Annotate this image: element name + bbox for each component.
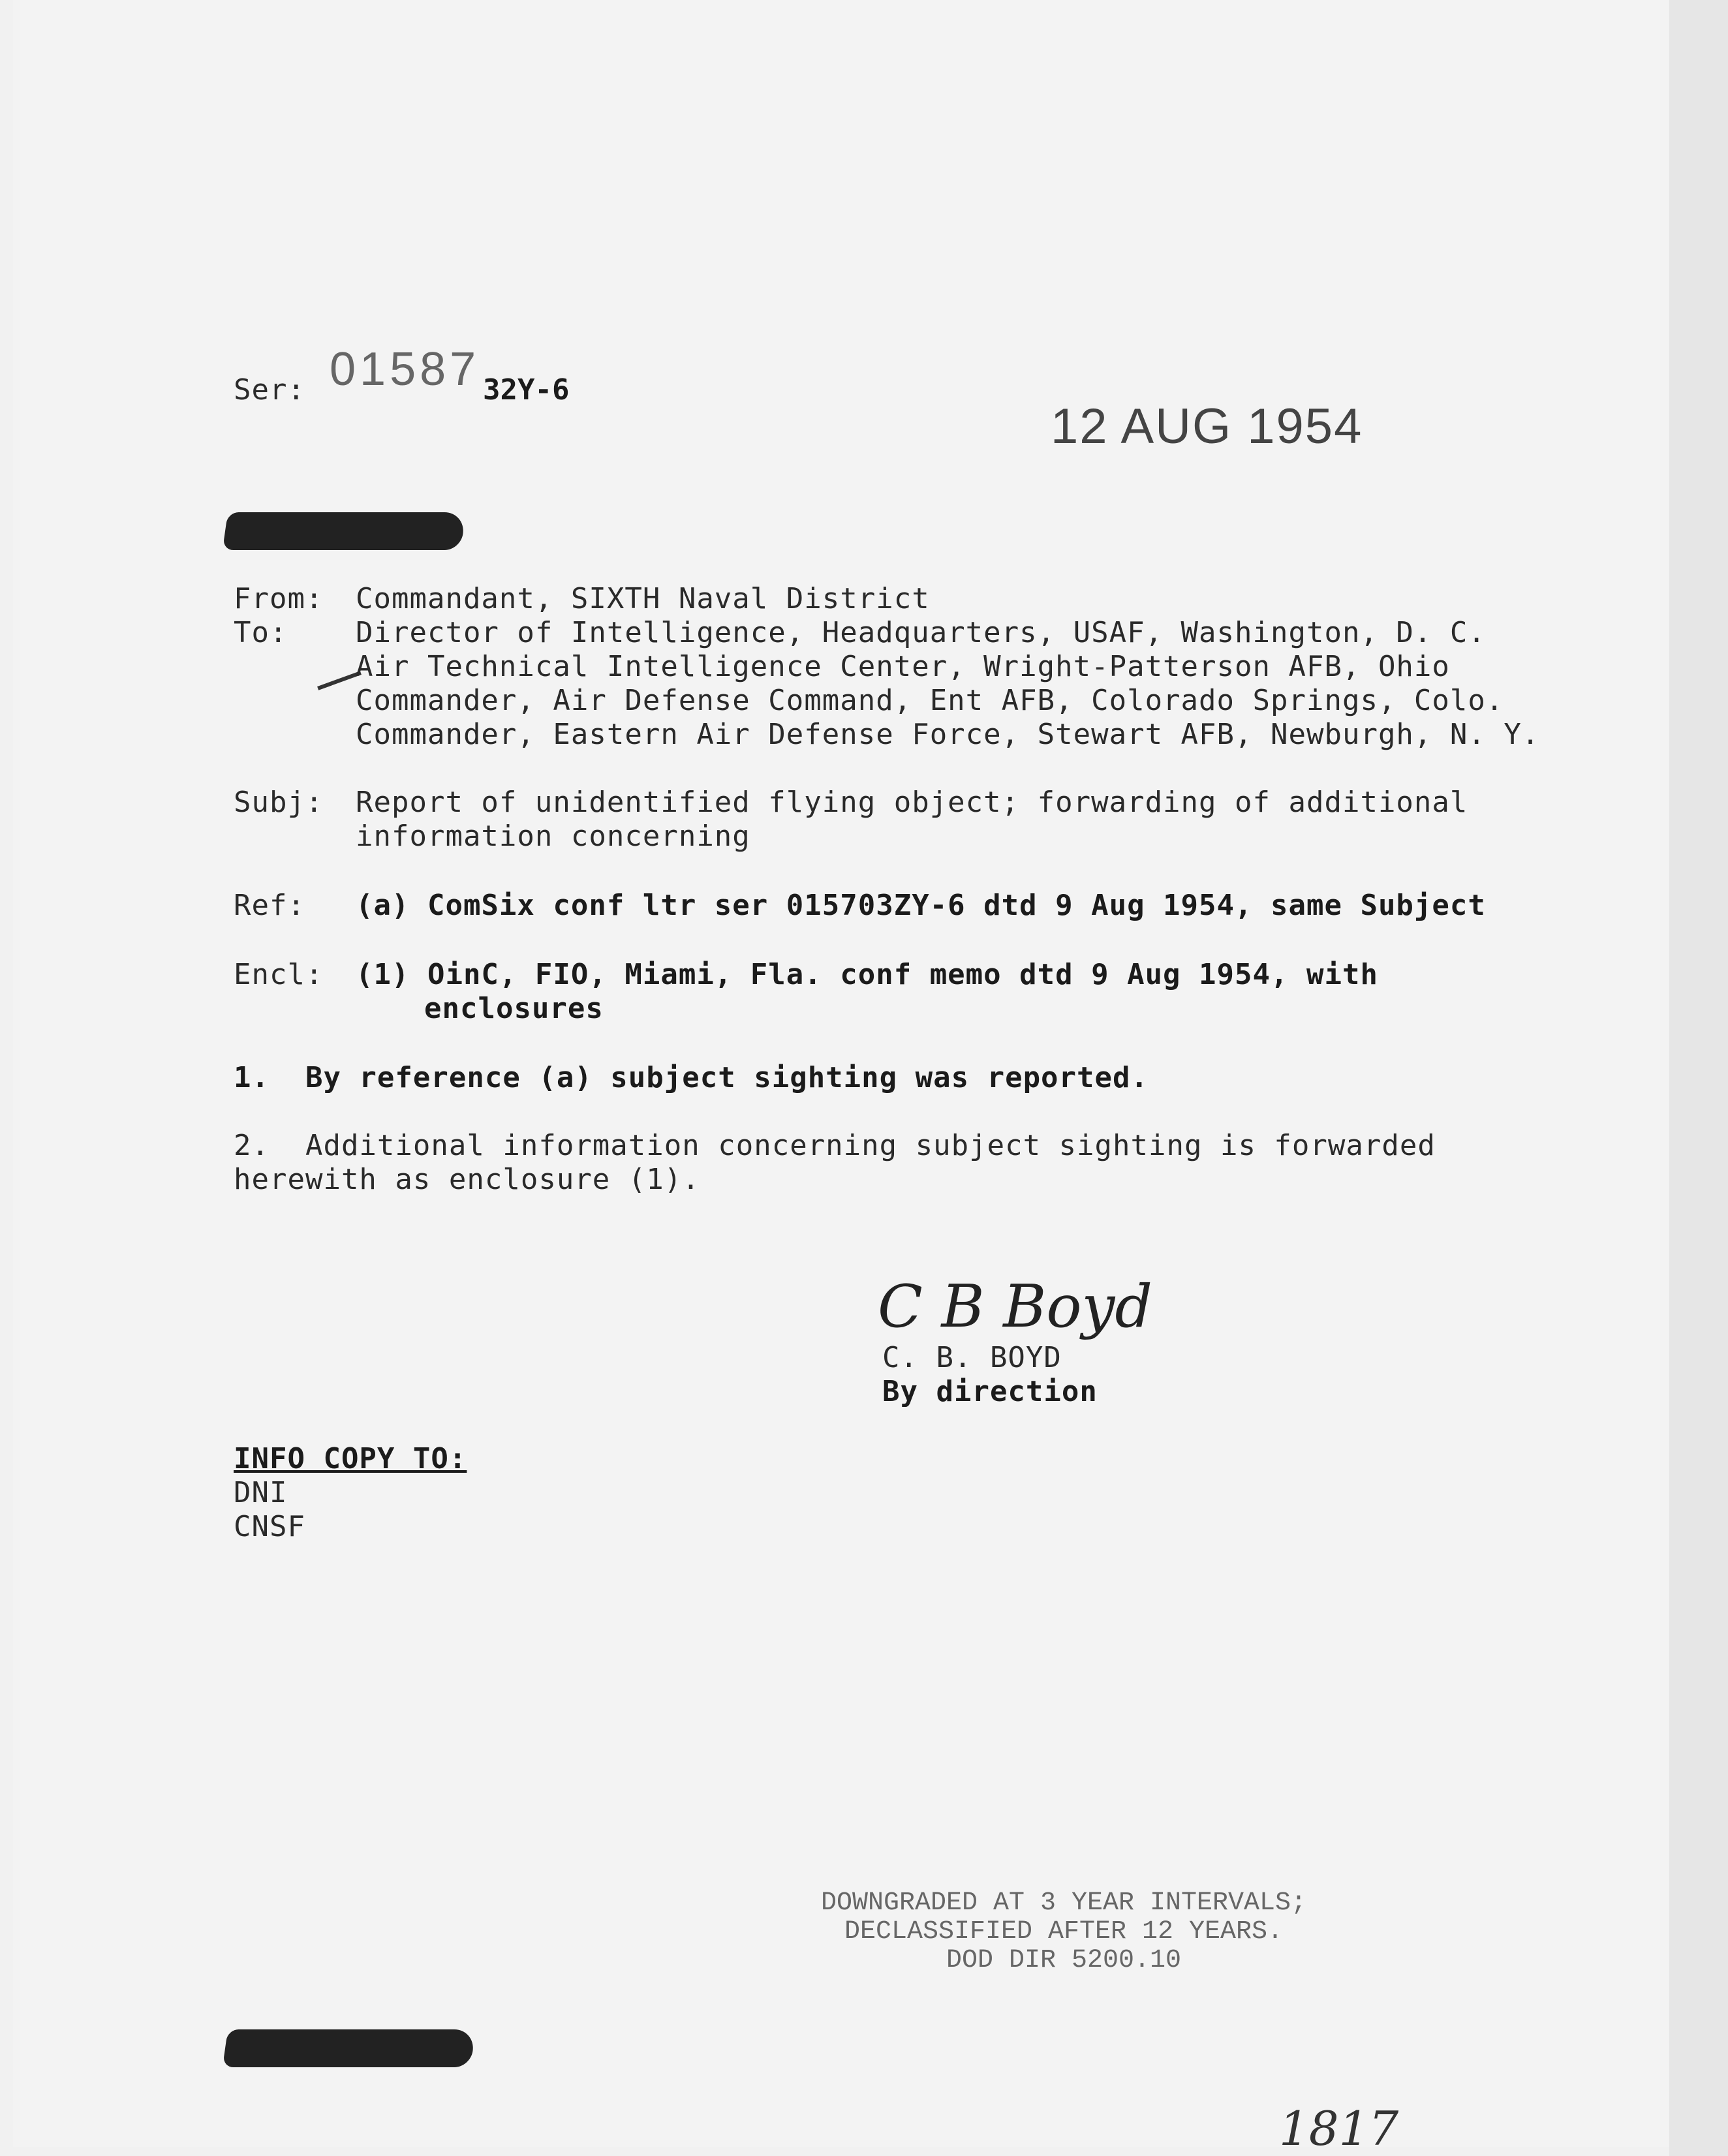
downgrade-line: DOWNGRADED AT 3 YEAR INTERVALS; <box>820 1888 1307 1918</box>
enclosure-line: enclosures <box>424 992 604 1025</box>
downgrade-line: DECLASSIFIED AFTER 12 YEARS. <box>844 1917 1284 1947</box>
reference-text: (a) ComSix conf ltr ser 015703ZY-6 dtd 9 Aug 1954, same Subject <box>356 889 1486 922</box>
subject-line: information concerning <box>356 820 750 853</box>
enclosure-label: Encl: <box>234 958 324 991</box>
handwritten-signature: C B Boyd <box>878 1272 1152 1341</box>
handwritten-file-number: 1817 <box>1279 2101 1399 2156</box>
ser-suffix: 32Y-6 <box>483 373 570 407</box>
subject-label: Subj: <box>234 786 324 819</box>
downgrade-stamp <box>711 1889 1416 1975</box>
paragraph-2-line: herewith as enclosure (1). <box>234 1163 700 1196</box>
reference-label: Ref: <box>234 889 305 922</box>
from-label: From: <box>234 582 324 615</box>
to-addressee: Commander, Eastern Air Defense Force, Stewart AFB, Newburgh, N. Y. <box>356 718 1540 751</box>
paragraph-2-line: 2. Additional information concerning subject sighting is forwarded <box>234 1129 1436 1162</box>
page-edge <box>1669 0 1728 2156</box>
info-copy-item: CNSF <box>234 1510 305 1543</box>
to-addressee: Commander, Air Defense Command, Ent AFB, Colorado Springs, Colo. <box>356 684 1504 717</box>
to-addressee: Air Technical Intelligence Center, Wright-Patterson AFB, Ohio <box>356 650 1450 683</box>
redacted-classification-top <box>223 512 466 550</box>
to-addressee: Director of Intelligence, Headquarters, USAF, Washington, D. C. <box>356 616 1486 649</box>
typed-signatory-name: C. B. BOYD <box>882 1341 1062 1374</box>
ser-label: Ser: <box>234 373 305 407</box>
subject-line: Report of unidentified flying object; forwarding of additional <box>356 786 1468 819</box>
from-text: Commandant, SIXTH Naval District <box>356 582 930 615</box>
ser-number: 01587 <box>330 343 480 395</box>
paragraph-1: 1. By reference (a) subject sighting was reported. <box>234 1061 1149 1094</box>
redacted-classification-bottom <box>223 2029 476 2067</box>
to-label: To: <box>234 616 288 649</box>
enclosure-line: (1) OinC, FIO, Miami, Fla. conf memo dtd 9 Aug 1954, with <box>356 958 1378 991</box>
date-stamp: 12 AUG 1954 <box>1051 399 1363 454</box>
info-copy-item: DNI <box>234 1476 288 1509</box>
by-direction: By direction <box>882 1375 1098 1408</box>
downgrade-line: DOD DIR 5200.10 <box>946 1946 1182 1975</box>
info-copy-heading: INFO COPY TO: <box>234 1442 467 1475</box>
